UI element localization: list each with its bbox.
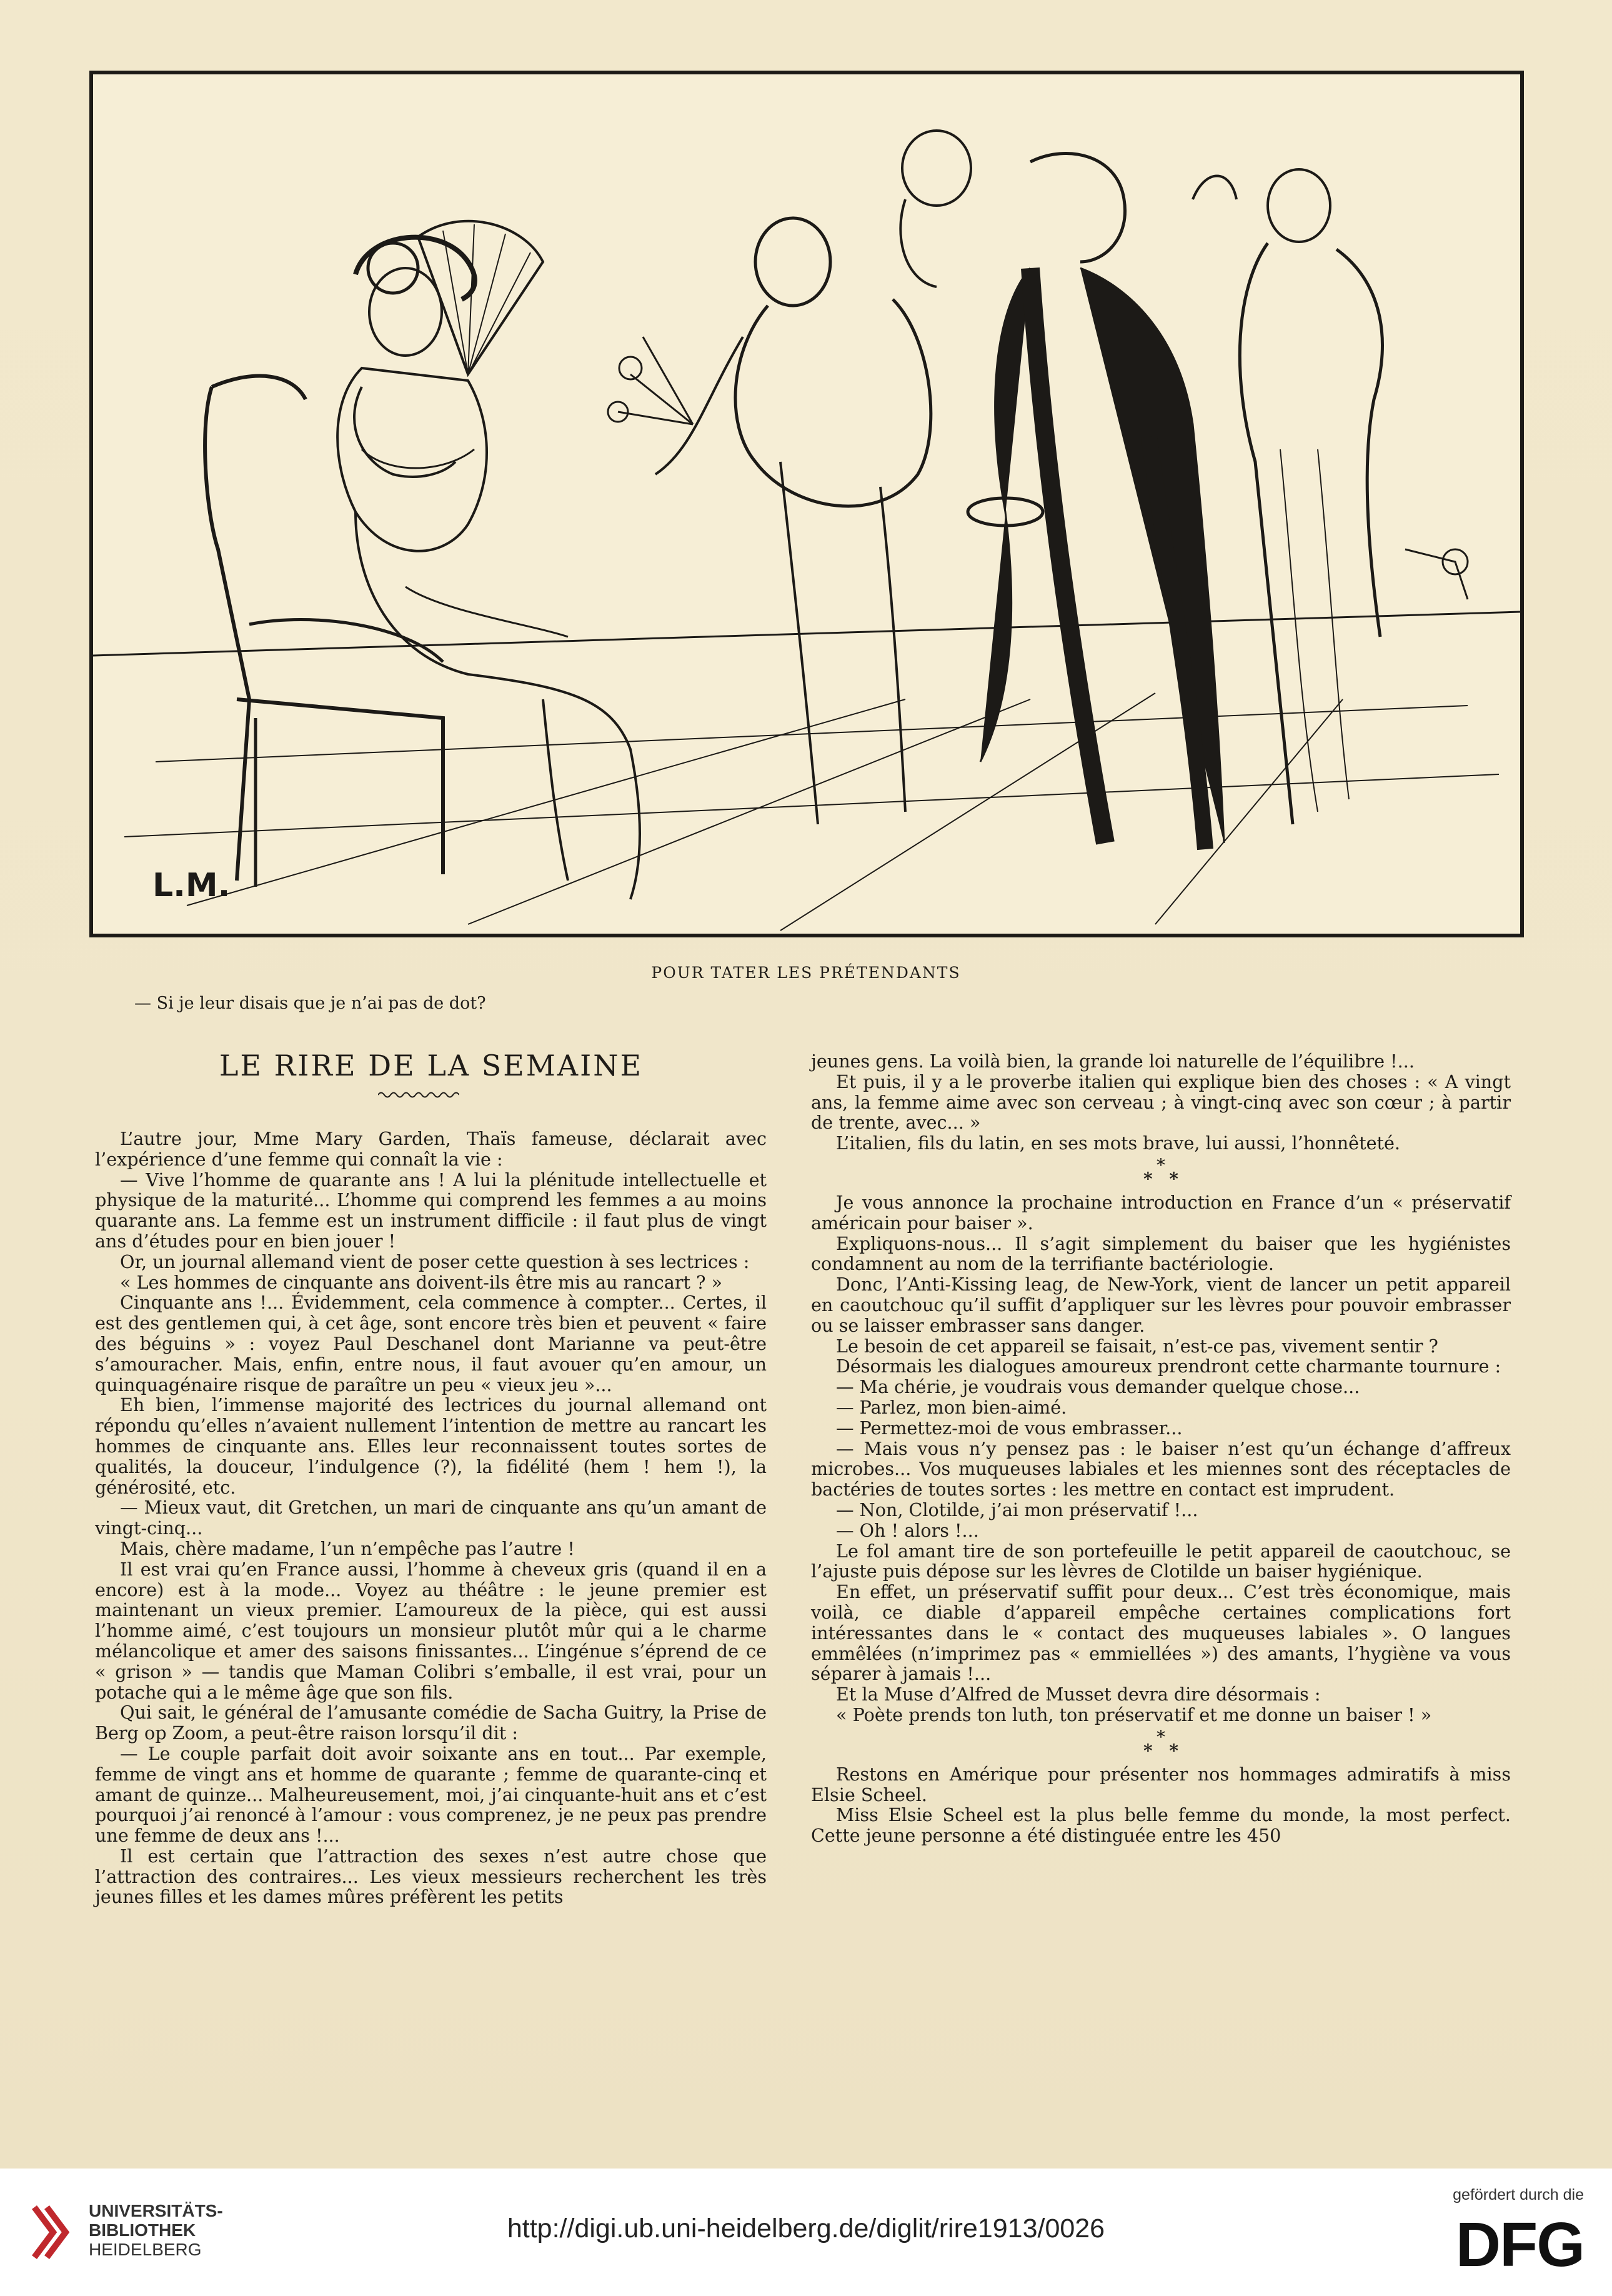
paragraph: — Non, Clotilde, j’ai mon préservatif !... <box>836 1499 1198 1520</box>
separator-star: * <box>1169 1740 1178 1761</box>
paragraph: En effet, un préservatif suffit pour deux... C’est très économique, mais voilà, ce diable d’appareil empêche certaines complications fort intéressantes dans le « contact des muqueuses labiales ». O langues emmêlées (n’imprimez pas « emmiellées ») des amants, l’hygiène va vous séparer à jamais !... <box>811 1581 1511 1685</box>
paragraph: Cinquante ans !... Évidemment, cela commence à compter... Certes, il est des gentlemen qui, à cet âge, sont encore très bien et peuvent « faire des béguins » : voyez Paul Deschanel dont Marianne va peut-être s’amouracher. Mais, enfin, entre nous, il faut avouer qu’en amour, un quinquagénaire risque de paraître un peu « vieux jeu »... <box>95 1292 767 1395</box>
paragraph: Qui sait, le général de l’amusante comédie de Sacha Guitry, la Prise de Berg op Zoom, a peut-être raison lorsqu’il dit : <box>95 1702 767 1744</box>
separator-star: * <box>1157 1154 1165 1175</box>
separator-star-pair <box>811 1740 1511 1761</box>
paragraph: Or, un journal allemand vient de poser cette question à ses lectrices : <box>120 1250 750 1272</box>
paragraph: Le besoin de cet appareil se faisait, n’est-ce pas, vivement sentir ? <box>836 1335 1438 1357</box>
illustration-caption: POUR TATER LES PRÉTENDANTS <box>651 964 961 982</box>
library-name-line: HEIDELBERG <box>89 2240 202 2259</box>
dfg-logo[interactable]: DFG <box>1455 2210 1584 2280</box>
paragraph: Désormais les dialogues amoureux prendront cette charmante tournure : <box>836 1355 1501 1377</box>
paragraph: Et puis, il y a le proverbe italien qui explique bien des choses : « A vingt ans, la femme aime avec son cerveau ; à vingt-cinq avec son cœur ; à partir de trente, avec... » <box>811 1071 1511 1134</box>
paragraph: « Poète prends ton luth, ton préservatif et me donne un baiser ! » <box>836 1704 1432 1725</box>
section-separator <box>811 1154 1511 1189</box>
paragraph: Et la Muse d’Alfred de Musset devra dire désormais : <box>836 1684 1321 1705</box>
paragraph: — Ma chérie, je voudrais vous demander quelque chose... <box>836 1376 1360 1398</box>
illustrator-signature: L.M. <box>152 867 231 904</box>
paragraph: Expliquons-nous... Il s’agit simplement du baiser que les hygiénistes condamnent au nom de la terrifiante bactériologie. <box>811 1232 1511 1275</box>
permalink-url[interactable]: http://digi.ub.uni-heidelberg.de/diglit/rire1913/0026 <box>507 2214 1105 2244</box>
paragraph: — Permettez-moi de vous embrasser... <box>836 1417 1183 1439</box>
library-name-line: UNIVERSITÄTS- <box>89 2201 223 2220</box>
paragraph: Mais, chère madame, l’un n’empêche pas l’autre ! <box>120 1537 575 1559</box>
separator-star: * <box>1157 1726 1165 1747</box>
paragraph: — Oh ! alors !... <box>836 1519 979 1541</box>
viewer-footer <box>0 2169 1612 2296</box>
paragraph: Je vous annonce la prochaine introduction en France d’un « préservatif américain pour baiser ». <box>811 1191 1511 1234</box>
title-ornament-icon <box>378 1091 459 1099</box>
paragraph: « Les hommes de cinquante ans doivent-ils être mis au rancart ? » <box>120 1271 722 1293</box>
article-title: LE RIRE DE LA SEMAINE <box>219 1049 644 1082</box>
separator-star: * <box>1143 1168 1153 1189</box>
paragraph: Il est vrai qu’en France aussi, l’homme à cheveux gris (quand il en a encore) est à la mode... Voyez au théâtre : le jeune premier est maintenant un vieux premier. L’amoureux de la pièce, qui est aussi l’homme aimé, c’est toujours un monsieur plutôt mûr qui a le charme mélancolique et amer des saisons finissantes... L’ingénue s’éprend de ce « grison » — tandis que Maman Colibri s’emballe, il est vrai, pour un potache qui a le même âge que son fils. <box>95 1558 767 1703</box>
cartoon-illustration <box>89 71 1524 937</box>
paragraph: Miss Elsie Scheel est la plus belle femme du monde, la most perfect. Cette jeune personne a été distinguée entre les 450 <box>811 1804 1511 1847</box>
paragraph: — Vive l’homme de quarante ans ! A lui la plénitude intellectuelle et physique de la maturité... L’homme qui comprend les femmes a au moins quarante ans. La femme est un instrument difficile : il faut plus de vingt ans d’études pour en bien jouer ! <box>95 1169 767 1252</box>
paragraph: Restons en Amérique pour présenter nos hommages admiratifs à miss Elsie Scheel. <box>811 1763 1511 1805</box>
article-column-left <box>95 1129 767 1907</box>
cartoon-drawing <box>93 74 1520 934</box>
paragraph: L’autre jour, Mme Mary Garden, Thaïs fameuse, déclarait avec l’expérience d’une femme qui connaît la vie : <box>95 1128 767 1170</box>
paragraph: — Le couple parfait doit avoir soixante ans en tout... Par exemple, femme de vingt ans et homme de quarante ; femme de quarante-cinq et amant de quinze... Malheureusement, moi, j’ai cinquante-huit ans et c’est pourquoi j’ai renoncé à l’amour : vous comprenez, je ne peux pas prendre une femme de deux ans !... <box>95 1742 767 1847</box>
paragraph: L’italien, fils du latin, en ses mots brave, lui aussi, l’honnêteté. <box>836 1132 1401 1154</box>
paragraph: Eh bien, l’immense majorité des lectrices du journal allemand ont répondu qu’elles n’avaient nullement l’intention de mettre au rancart les hommes de cinquante ans. Elles leur reconnaissent toutes sortes de qualités, la douceur, l’indulgence (?), la fidélité (hem ! hem !), la générosité, etc. <box>95 1394 767 1498</box>
paragraph: Donc, l’Anti-Kissing leag, de New-York, vient de lancer un petit appareil en caoutchouc qu’il suffit d’appliquer sur les lèvres pour pouvoir embrasser ou se laisser embrasser sans danger. <box>811 1274 1511 1336</box>
paragraph: — Mais vous n’y pensez pas : le baiser n’est qu’un échange d’affreux microbes... Vos muqueuses labiales et les miennes sont des réceptacles de bactéries de toutes sortes : les mettre en contact est imprudent. <box>811 1437 1511 1500</box>
illustration-subcaption: — Si je leur disais que je n’ai pas de dot? <box>134 994 486 1013</box>
separator-star-pair <box>811 1168 1511 1189</box>
library-name-line: BIBLIOTHEK <box>89 2220 196 2240</box>
paragraph: — Mieux vaut, dit Gretchen, un mari de cinquante ans qu’un amant de vingt-cinq... <box>95 1497 767 1539</box>
paragraph: — Parlez, mon bien-aimé. <box>836 1396 1067 1418</box>
separator-star: * <box>1143 1740 1153 1761</box>
paragraph: Il est certain que l’attraction des sexes n’est autre chose que l’attraction des contraires... Les vieux messieurs recherchent les très jeunes filles et les dames mûres préfèrent les petits <box>95 1845 767 1908</box>
section-separator <box>811 1726 1511 1761</box>
funded-by-label: gefördert durch die <box>1453 2186 1584 2204</box>
separator-star: * <box>1169 1168 1178 1189</box>
paragraph: Le fol amant tire de son portefeuille le petit appareil de caoutchouc, se l’ajuste puis dépose sur les lèvres de Clotilde un baiser hygiénique. <box>811 1540 1511 1582</box>
article-column-right <box>811 1051 1511 1846</box>
paragraph: jeunes gens. La voilà bien, la grande loi naturelle de l’équilibre !... <box>811 1051 1415 1072</box>
